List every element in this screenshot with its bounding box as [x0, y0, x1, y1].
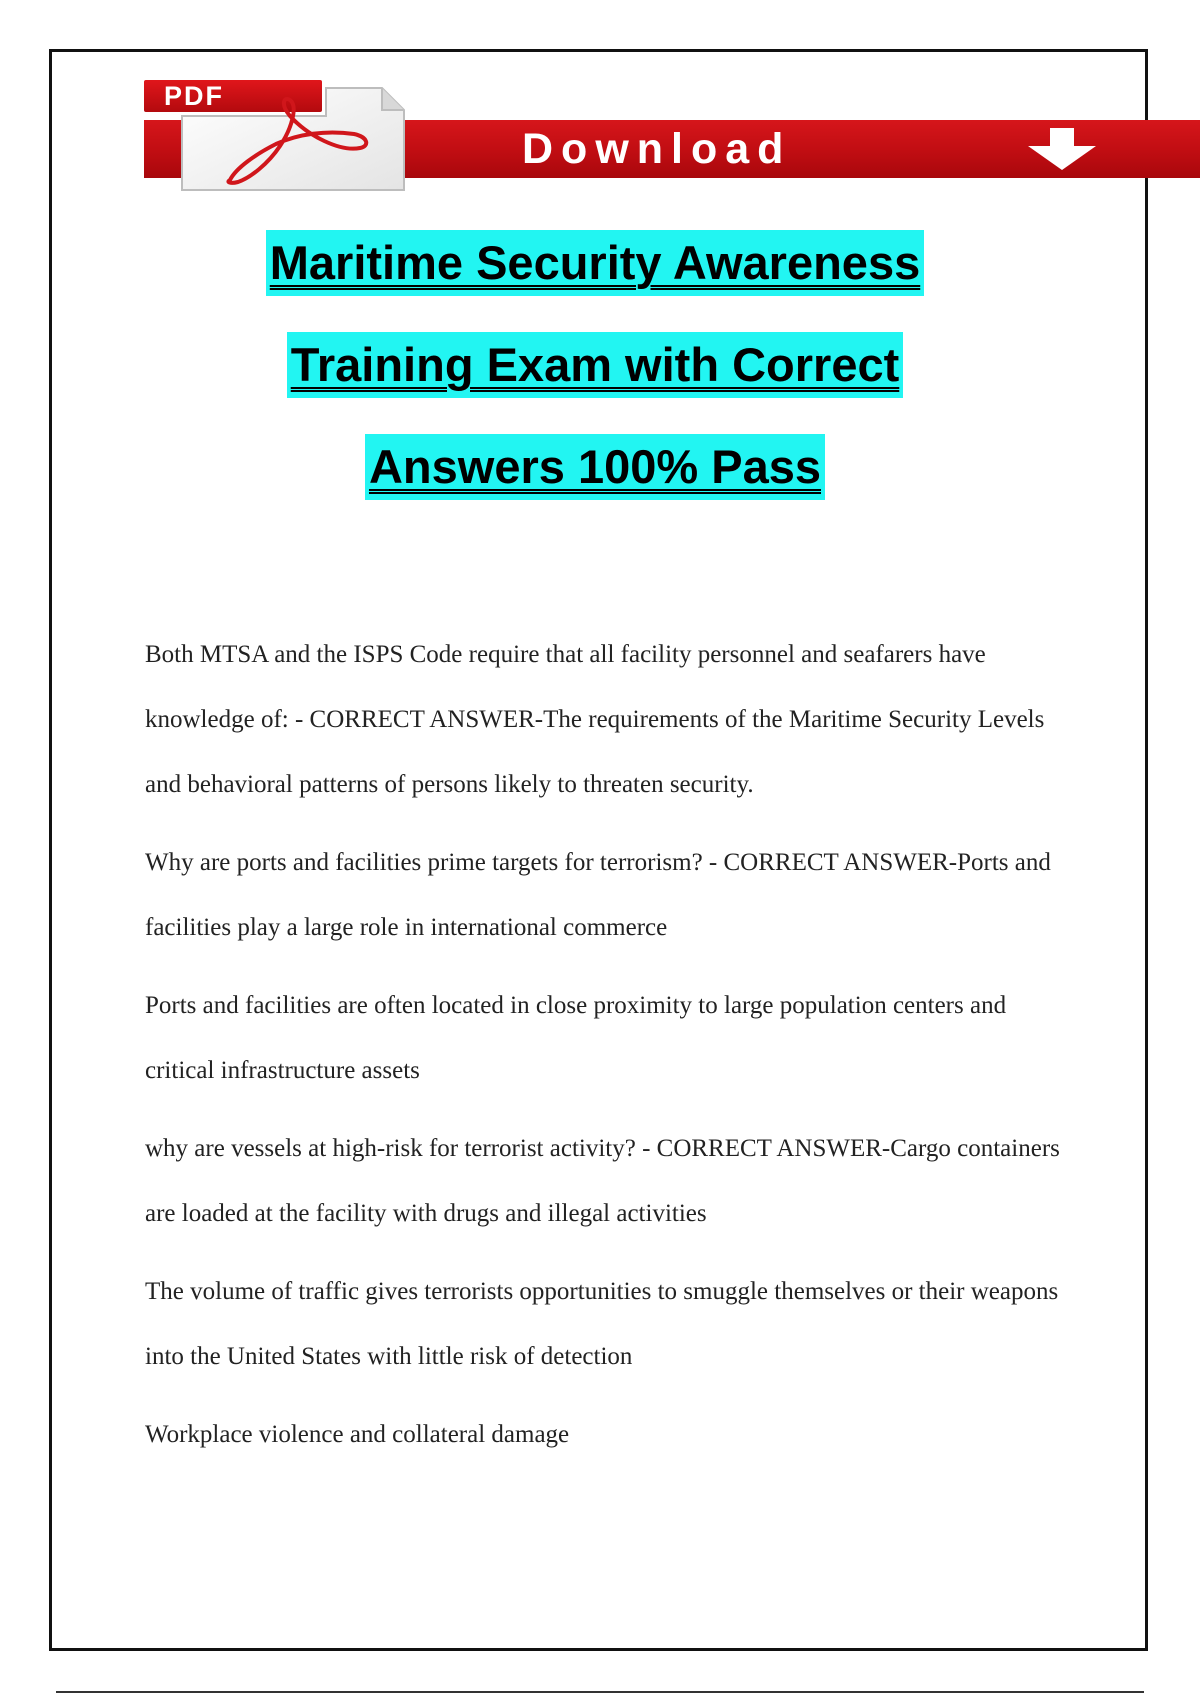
title-line-3 [60, 434, 1130, 506]
qa-paragraph: The volume of traffic gives terrorists opportunities to smuggle themselves or their weapons into the United States with little risk of detection [145, 1278, 1059, 1370]
qa-paragraph: Why are ports and facilities prime targets for terrorism? - CORRECT ANSWER-Ports and facilities play a large role in international commerce [145, 849, 1051, 941]
title-text-2: Training Exam with Correct [287, 332, 904, 398]
qa-paragraph: Workplace violence and collateral damage [145, 1421, 570, 1448]
qa-content [145, 622, 1065, 1480]
pdf-download-banner[interactable] [144, 78, 1200, 196]
title-line-2 [60, 332, 1130, 404]
title-text-3: Answers 100% Pass [365, 434, 825, 500]
pdf-document-icon [176, 82, 406, 192]
pdf-label: PDF [164, 81, 224, 111]
title-text-1: Maritime Security Awareness [266, 230, 924, 296]
document-title [60, 230, 1130, 536]
bottom-divider [56, 1691, 1144, 1693]
qa-paragraph: why are vessels at high-risk for terrorist activity? - CORRECT ANSWER-Cargo containers are loaded at the facility with drugs and illegal activities [145, 1135, 1060, 1227]
title-line-1 [60, 230, 1130, 302]
qa-paragraph: Ports and facilities are often located in close proximity to large population centers and critical infrastructure assets [145, 992, 1007, 1084]
download-arrow-icon[interactable] [1024, 126, 1100, 172]
download-label[interactable]: Download [522, 125, 792, 173]
qa-paragraph: Both MTSA and the ISPS Code require that all facility personnel and seafarers have knowledge of: - CORRECT ANSWER-The requirements of the Maritime Security Levels and behavioral patterns of persons likely to threaten security. [145, 641, 1045, 798]
